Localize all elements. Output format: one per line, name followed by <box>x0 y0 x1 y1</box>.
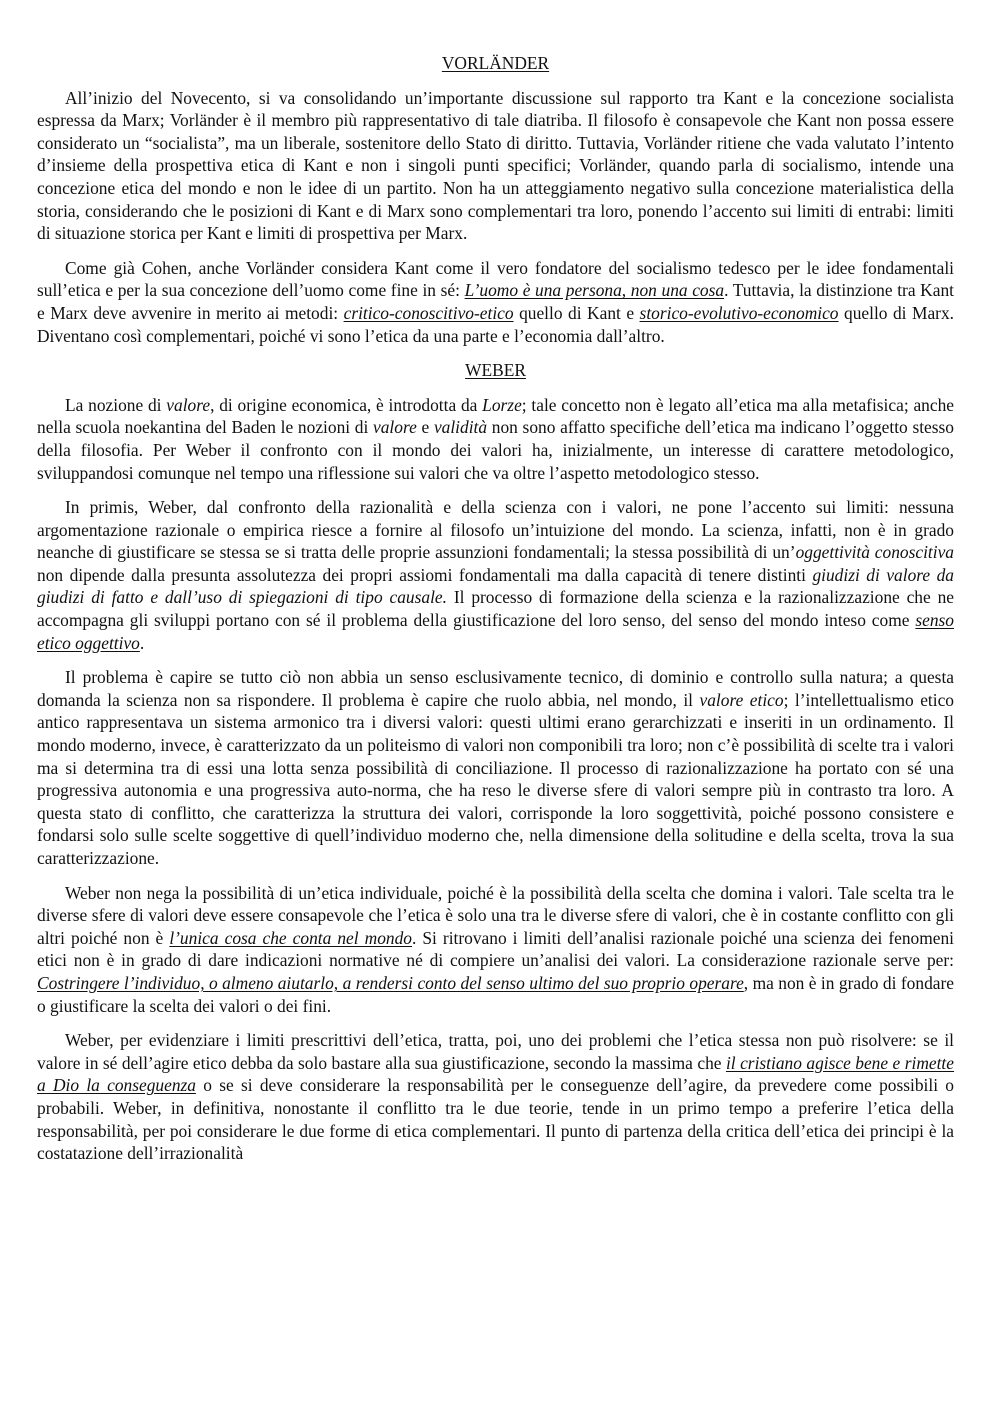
paragraph <box>37 882 954 1018</box>
text-run: , di origine economica, è introdotta da <box>210 394 483 415</box>
paragraph <box>37 394 954 484</box>
italic-term: valore etico <box>699 689 784 710</box>
text-run: Il problema è capire se tutto ciò non abbia un senso esclusivamente tecnico, di dominio e controllo sulla natura; a questa domanda la scienza non sa rispondere. Il problema è capire che ruolo abbia, nel mondo, il <box>37 667 954 710</box>
text-run: Weber, per evidenziare i limiti prescrittivi dell’etica, tratta, poi, uno dei problemi che l’etica stessa non può risolvere: se il valore in sé dell’agire etico debba da solo bastare alla sua giustificazione, secondo la massima che <box>37 1030 954 1073</box>
text-run: o se si deve considerare la responsabilità per le conseguenze dell’agire, da prevedere come possibili o probabili. Weber, in definitiva, nonostante il conflitto tra le due teorie, tende in un primo tempo a preferire l’etica della responsabilità, per poi considerare le due forme di etica complementari. Il punto di partenza della critica dell’etica dei principi è la costatazione dell’irrazionalità <box>37 1075 954 1164</box>
text-run: All’inizio del Novecento, si va consolidando un’importante discussione sul rapporto tra Kant e la concezione socialista espressa da Marx; Vorländer è il membro più rappresentativo di tale diatriba. Il filosofo è consapevole che Kant non possa essere considerato un “socialista”, ma un liberale, sostenitore dello Stato di diritto. Tuttavia, Vorländer ritiene che vada valutato l’intento d’insieme della prospettiva etica di Kant e non i singoli punti specifici; Vorländer, quando parla di socialismo, intende una concezione etica del mondo e non le idee di un partito. Non ha un atteggiamento negativo sulla concezione materialistica della storia, considerando che le posizioni di Kant e di Marx sono complementari tra loro, ponendo l’accento sui limiti di entrabi: limiti di situazione storica per Kant e limiti di prospettiva per Marx. <box>37 87 954 244</box>
section-title-vorlander: VORLÄNDER <box>441 53 550 73</box>
text-run: . <box>139 632 145 653</box>
underlined-quote: l’unica cosa che conta nel mondo <box>169 927 412 948</box>
paragraph <box>37 496 954 654</box>
underlined-quote: senso etico oggettivo <box>37 610 954 653</box>
italic-term: giudizi di valore da giudizi di fatto e dall’uso di spiegazioni di tipo causale. <box>37 564 954 608</box>
text-run: e <box>416 417 434 438</box>
italic-term: valore <box>166 394 211 415</box>
text-run: non dipende dalla presunta assolutezza dei propri assiomi fondamentali ma dalla capacità di tenere distinti <box>37 564 813 585</box>
underlined-quote: storico-evolutivo-economico <box>639 302 839 323</box>
italic-term: validità <box>433 417 488 438</box>
text-run: Come già Cohen, anche Vorländer considera Kant come il vero fondatore del socialismo tedesco per le idee fondamentali sull’etica e per la sua concezione dell’uomo come fine in sé: <box>37 257 954 301</box>
section-title-weber: WEBER <box>465 360 526 381</box>
paragraph <box>37 1029 954 1165</box>
text-run: ; l’intellettualismo etico antico rappresentava un sistema armonico tra i diversi valori: questi ultimi erano gerarchizzati e inseriti in un ordinamento. Il mondo moderno, invece, è caratterizzato da un politeismo di valori non componibili tra loro; non c’è possibilità di scelte tra i valori ma si determina tra di essi una lotta senza possibilità di conciliazione. Il processo di razionalizzazione ha portato con sé una progressiva autonomia e una progressiva auto-norma, che ha reso le diverse sfere di valori sempre più in contrasto tra loro. A questa stato di conflitto, che caratterizza la struttura dei valori, corrisponde la loro soggettività, poiché possono consistere e fondarsi solo sulle scelte soggettive di quell’individuo moderno che, nella dimensione della solitudine e della scelta, trova la sua caratterizzazione. <box>37 689 954 868</box>
italic-term: Lorze <box>482 394 522 415</box>
text-run: quello di Kant e <box>513 302 640 323</box>
text-run: La nozione di <box>65 394 167 415</box>
paragraph <box>37 666 954 869</box>
text-run: , ma non è in grado di fondare o giustificare la scelta dei valori o dei fini. <box>37 972 954 1016</box>
paragraph <box>37 257 954 347</box>
underlined-quote: il cristiano agisce bene e rimette a Dio la conseguenza <box>37 1052 954 1096</box>
text-run: non sono affatto specifiche dell’etica ma indicano l’oggetto stesso della filosofia. Per Weber il confronto con il mondo dei valori ha, inizialmente, un interesse di carattere metodologico, sviluppandosi comunque nel tempo una riflessione sui valori che va oltre l’aspetto metodologico stesso. <box>37 417 954 483</box>
italic-term: oggettività conoscitiva <box>795 542 954 563</box>
paragraph <box>37 87 954 245</box>
italic-term: valore <box>373 417 417 438</box>
text-run: In primis, Weber, dal confronto della razionalità e della scienza con i valori, ne pone l’accento sui limiti: nessuna argomentazione razionale o empirica riesce a fornire al filosofo un’intuizione del mondo. La scienza, infatti, non è in grado neanche di giustificare se stessa se si tratta delle proprie assunzioni fondamentali; la stessa possibilità di un’ <box>37 497 954 563</box>
text-run: . Si ritrovano i limiti dell’analisi razionale poiché una scienza dei fenomeni etici non è in grado di dare indicazioni normative né di compiere un’analisi dei valori. La considerazione razionale serve per: <box>37 927 955 971</box>
underlined-quote: Costringere l’individuo, o almeno aiutarlo, a rendersi conto del senso ultimo del suo proprio operare <box>37 972 744 993</box>
text-run: Weber non nega la possibilità di un’etica individuale, poiché è la possibilità della scelta che domina i valori. Tale scelta tra le diverse sfere di valori deve essere consapevole che l’etica è solo una tra le diverse sfere di valori, che è in costante conflitto con gli altri poiché non è <box>37 882 954 948</box>
underlined-quote: L’uomo è una persona, non una cosa <box>464 280 725 301</box>
text-run: ; tale concetto non è legato all’etica ma alla metafisica; anche nella scuola noekantina del Baden le nozioni di <box>37 394 954 438</box>
text-run: quello di Marx. Diventano così complementari, poiché vi sono l’etica da una parte e l’economia dall’altro. <box>37 302 954 346</box>
underlined-quote: critico-conoscitivo-etico <box>343 302 514 323</box>
text-run: Il processo di formazione della scienza e la razionalizzazione che ne accompagna gli sviluppi portano con sé il problema della giustificazione del loro senso, del senso del mondo inteso come <box>37 587 954 631</box>
text-run: . Tuttavia, la distinzione tra Kant e Marx deve avvenire in merito ai metodi: <box>37 280 954 323</box>
